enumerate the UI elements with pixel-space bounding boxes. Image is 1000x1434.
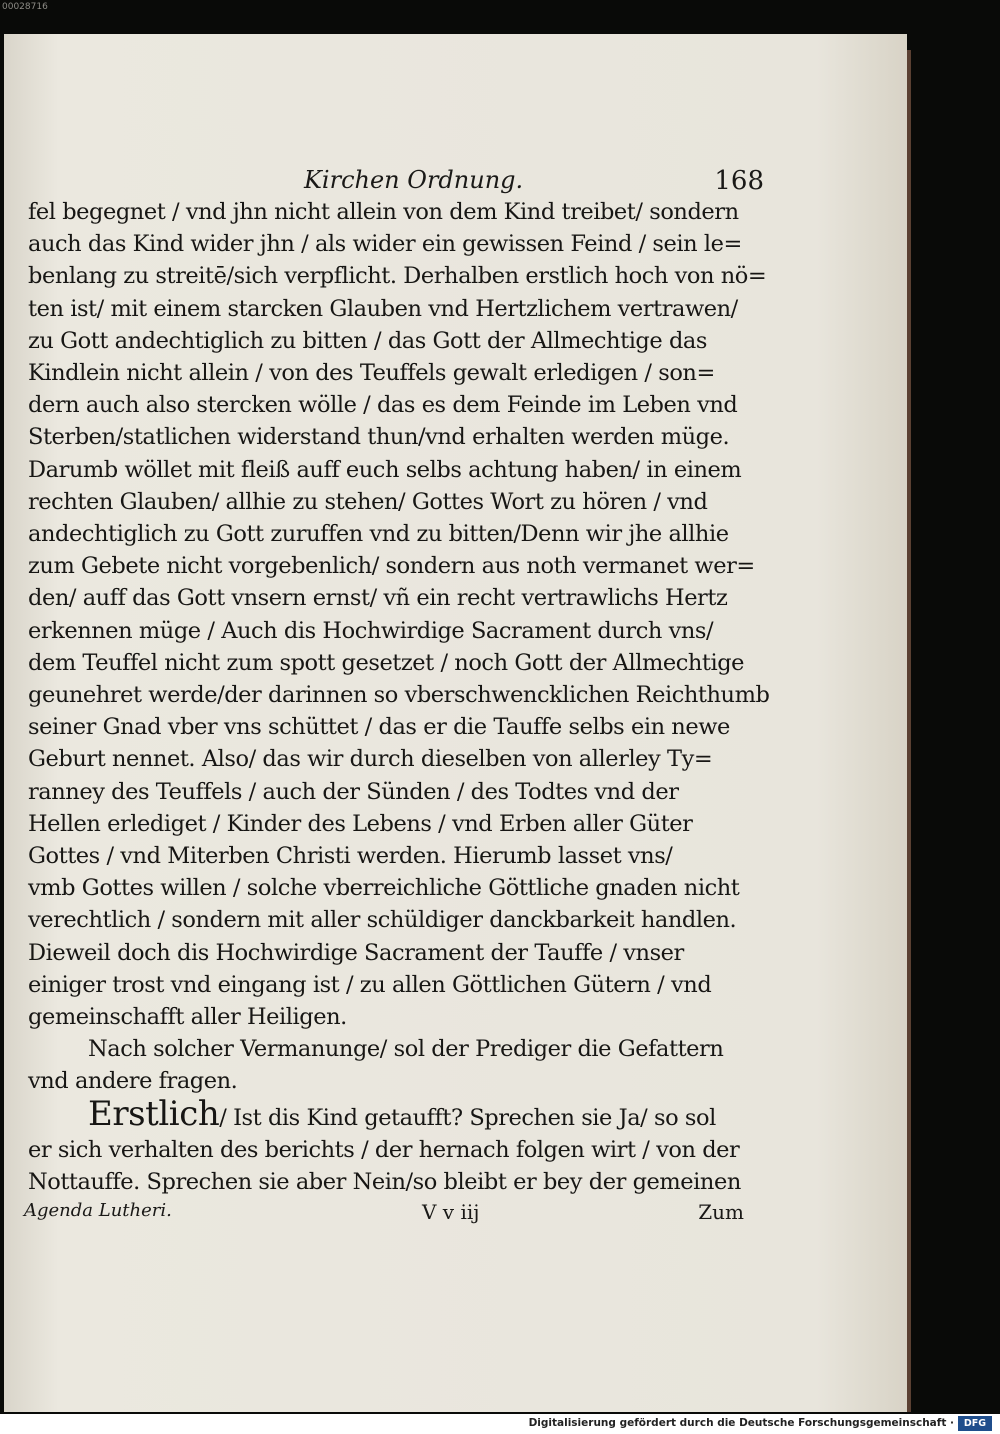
paragraph-3 — [28, 1093, 768, 1199]
text-line: rechten Glauben/ allhie zu stehen/ Gottes Wort zu hören / vnd — [28, 488, 708, 515]
text-line: Dieweil doch dis Hochwirdige Sacrament der Tauffe / vnser — [28, 939, 684, 966]
text-line: er sich verhalten des berichts / der hernach folgen wirt / von der — [28, 1136, 740, 1163]
text-line: seiner Gnad vber vns schüttet / das er die Tauffe selbs ein newe — [28, 714, 730, 741]
text-line: verechtlich / sondern mit aller schüldiger danckbarkeit handlen. — [28, 907, 737, 934]
text-line: zum Gebete nicht vorgebenlich/ sondern aus noth vermanet wer= — [28, 553, 755, 580]
text-line: fel begegnet / vnd jhn nicht allein von dem Kind treibet/ sondern — [28, 199, 739, 225]
text-line-rest: / Ist dis Kind getaufft? Sprechen sie Ja/ so sol — [219, 1104, 716, 1131]
text-line: geunehret werde/der darinnen so vberschwencklichen Reichthumb — [28, 682, 770, 709]
text-line: andechtiglich zu Gott zuruffen vnd zu bitten/Denn wir jhe allhie — [28, 521, 729, 548]
book-page — [4, 34, 907, 1412]
text-line: einiger trost vnd eingang ist / zu allen Göttlichen Gütern / vnd — [28, 971, 712, 998]
dfg-logo: DFG — [958, 1416, 992, 1431]
quire-mark: V v iij — [422, 1200, 480, 1224]
text-line: Kindlein nicht allein / von des Teuffels gewalt erledigen / son= — [28, 360, 715, 387]
signature-mark: Agenda Lutheri. — [24, 1200, 172, 1221]
scan-id: 00028716 — [2, 2, 48, 12]
text-line: dern auch also stercken wölle / das es dem Feinde im Leben vnd — [28, 392, 738, 419]
running-head: Kirchen Ordnung. — [304, 166, 524, 194]
catchword: Zum — [698, 1200, 744, 1224]
text-line: Nach solcher Vermanunge/ sol der Prediger die Gefattern — [88, 1036, 724, 1063]
credit-text: Digitalisierung gefördert durch die Deutsche Forschungsgemeinschaft · — [528, 1417, 954, 1429]
text-line: ranney des Teuffels / auch der Sünden / des Todtes vnd der — [28, 778, 679, 805]
book-edge — [907, 50, 911, 1412]
text-line: dem Teuffel nicht zum spott gesetzet / noch Gott der Allmechtige — [28, 649, 745, 676]
text-line — [28, 1093, 768, 1134]
initial-word: Erstlich — [88, 1093, 220, 1134]
text-line: ten ist/ mit einem starcken Glauben vnd Hertzlichem vertrawen/ — [28, 295, 738, 322]
text-line: Geburt nennet. Also/ das wir durch dieselben von allerley Ty= — [28, 746, 713, 773]
text-line: Darumb wöllet mit fleiß auff euch selbs achtung haben/ in einem — [28, 456, 742, 483]
text-line: den/ auff das Gott vnsern ernst/ vñ ein recht vertrawlichs Hertz — [28, 585, 728, 612]
text-line: benlang zu streitē/sich verpflicht. Derhalben erstlich hoch von nö= — [28, 263, 767, 290]
text-line: erkennen müge / Auch dis Hochwirdige Sacrament durch vns/ — [28, 617, 714, 644]
text-line: gemeinschafft aller Heiligen. — [28, 1004, 347, 1031]
page-number: 168 — [714, 166, 764, 196]
text-line: Nottauffe. Sprechen sie aber Nein/so bleibt er bey der gemeinen — [28, 1169, 741, 1196]
text-line: auch das Kind wider jhn / als wider ein gewissen Feind / sein le= — [28, 231, 742, 258]
credit-bar — [0, 1414, 1000, 1434]
body-text — [28, 196, 768, 1198]
text-line: vmb Gottes willen / solche vberreichliche Göttliche gnaden nicht — [28, 875, 740, 902]
text-line: Hellen erlediget / Kinder des Lebens / vnd Erben aller Güter — [28, 810, 693, 837]
text-line: Gottes / vnd Miterben Christi werden. Hierumb lasset vns/ — [28, 843, 673, 870]
text-line: Sterben/statlichen widerstand thun/vnd erhalten werden müge. — [28, 424, 730, 451]
page-footer — [24, 1200, 744, 1230]
text-line: zu Gott andechtiglich zu bitten / das Gott der Allmechtige das — [28, 327, 707, 354]
paragraph-2 — [28, 1033, 768, 1097]
text-line: vnd andere fragen. — [28, 1068, 238, 1095]
paragraph-1 — [28, 196, 768, 1033]
